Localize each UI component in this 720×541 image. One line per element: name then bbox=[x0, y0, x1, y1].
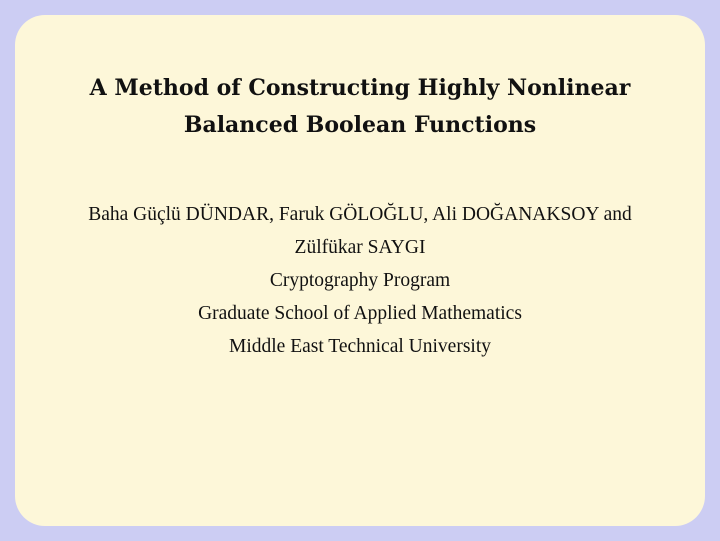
author-block bbox=[15, 198, 705, 363]
title-line-1: A Method of Constructing Highly Nonlinear bbox=[89, 75, 631, 101]
author-line-1: Baha Güçlü DÜNDAR, Faruk GÖLOĞLU, Ali DOĞANAKSOY and bbox=[88, 204, 632, 225]
slide-title bbox=[15, 70, 705, 144]
affiliation-line-3: Middle East Technical University bbox=[228, 336, 491, 357]
affiliation-line-2: Graduate School of Applied Mathematics bbox=[198, 303, 522, 324]
slide-panel bbox=[15, 15, 705, 526]
affiliation-line-1: Cryptography Program bbox=[269, 270, 451, 291]
author-line-2: Zülfükar SAYGI bbox=[294, 237, 426, 258]
title-line-2: Balanced Boolean Functions bbox=[183, 112, 537, 138]
